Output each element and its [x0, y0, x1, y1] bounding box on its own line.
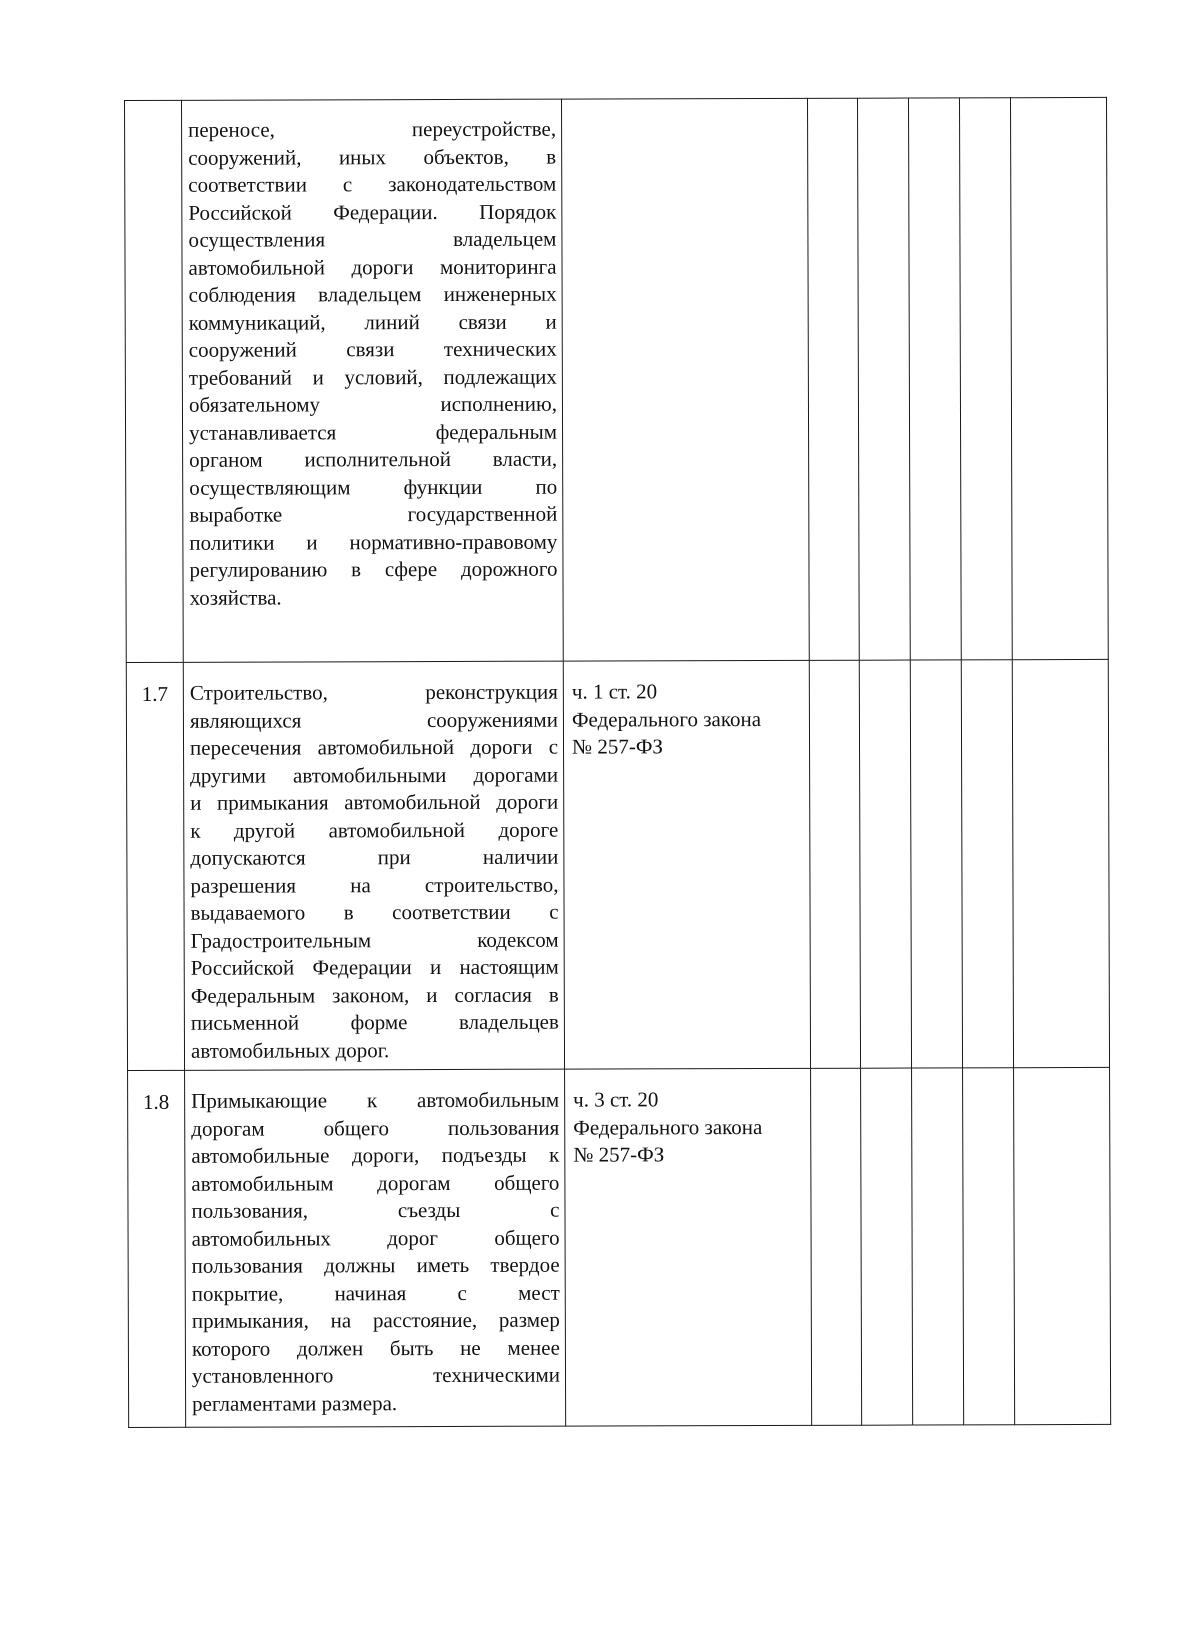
reference-line: Федерального закона: [573, 1114, 763, 1140]
answer-cell-not-applicable: [910, 660, 962, 1068]
answer-cell-no: [857, 98, 910, 660]
reference-cell: [565, 1068, 812, 1426]
requirement-line: переносе, переустройстве,: [188, 116, 557, 142]
requirement-line: устанавливается федеральным: [189, 419, 558, 445]
reference-line: ч. 3 ст. 20: [573, 1087, 659, 1112]
requirement-line: Федеральным законом, и согласия в: [190, 982, 559, 1008]
requirement-line: автомобильной дороги мониторинга: [188, 254, 557, 280]
answer-cell-extra: [961, 660, 1013, 1068]
reference-line: ч. 1 ст. 20: [571, 679, 658, 704]
requirement-line: являющихся сооружениями: [189, 707, 558, 733]
requirement-line: пересечения автомобильной дороги с: [189, 734, 559, 760]
requirement-line: другими автомобильными дорогами: [190, 762, 559, 788]
requirement-line: соблюдения владельцем инженерных: [188, 281, 557, 307]
row-number: 1.8: [142, 1089, 170, 1114]
requirement-line: которого должен быть не менее: [191, 1335, 560, 1361]
requirement-line: выработке государственной: [189, 501, 558, 527]
answer-cell-yes: [807, 98, 859, 660]
requirement-line: осуществления владельцем: [188, 226, 557, 252]
answer-cell-no: [861, 1068, 913, 1425]
requirement-line: Российской Федерации и настоящим: [190, 954, 559, 980]
requirement-text: [190, 679, 559, 1065]
reference-line: Федерального закона: [571, 706, 762, 732]
notes-cell: [1014, 1067, 1111, 1424]
requirement-line: регулированию в сфере дорожного: [189, 556, 558, 582]
requirement-line: Примыкающие к автомобильным: [191, 1087, 560, 1113]
requirement-line: допускаются при наличии: [190, 844, 559, 870]
requirement-line: Градостроительным кодексом: [190, 927, 559, 953]
answer-cell-extra: [963, 1068, 1015, 1425]
notes-cell: [1010, 97, 1108, 659]
requirement-line: к другой автомобильной дороге: [190, 817, 559, 843]
requirement-line: органом исполнительной власти,: [189, 446, 558, 472]
reference-line: № 257-ФЗ: [571, 734, 663, 759]
legal-reference: [570, 116, 803, 117]
row-number-cell: [125, 100, 184, 662]
legal-reference: [572, 678, 805, 761]
requirement-text: [188, 116, 558, 612]
requirement-line: сооружений, иных объектов, в: [188, 144, 557, 170]
requirement-line: автомобильных дорог.: [190, 1037, 390, 1063]
answer-cell-no: [859, 660, 911, 1068]
requirement-line: соответствии с законодательством: [188, 171, 557, 197]
table-row: [128, 1067, 1111, 1427]
requirement-text: [191, 1087, 560, 1418]
requirement-cell: [183, 661, 564, 1070]
requirement-line: примыкания, на расстояние, размер: [191, 1307, 560, 1333]
requirement-line: выдаваемого в соответствии с: [190, 899, 559, 925]
row-number-cell: [126, 662, 184, 1070]
requirement-cell: [182, 99, 564, 662]
requirement-line: установленного техническими: [191, 1362, 561, 1388]
reference-cell: [563, 660, 810, 1069]
requirement-line: сооружений связи технических: [188, 336, 557, 362]
requirement-line: дорогам общего пользования: [191, 1115, 560, 1141]
reference-line: № 257-ФЗ: [573, 1142, 665, 1167]
requirement-cell: [185, 1069, 566, 1427]
requirement-line: Строительство, реконструкция: [189, 679, 558, 705]
requirement-line: коммуникаций, линий связи и: [188, 309, 557, 335]
requirement-line: обязательному исполнению,: [188, 391, 557, 417]
requirement-line: разрешения на строительство,: [190, 872, 559, 898]
requirement-line: требований и условий, подлежащих: [188, 364, 557, 390]
checklist-table: [124, 97, 1111, 1428]
table-row: [125, 97, 1109, 662]
answer-cell-extra: [959, 98, 1012, 660]
table-row: [126, 659, 1109, 1070]
requirement-line: политики и нормативно-правовому: [189, 529, 558, 555]
requirement-line: пользования должны иметь твердое: [191, 1252, 560, 1278]
requirement-line: осуществляющим функции по: [189, 474, 558, 500]
reference-cell: [561, 98, 809, 661]
row-number: 1.7: [141, 681, 169, 706]
row-number-cell: [128, 1070, 186, 1427]
requirement-line: Российской Федерации. Порядок: [188, 199, 557, 225]
legal-reference: [573, 1086, 806, 1169]
requirement-line: регламентами размера.: [192, 1390, 398, 1416]
answer-cell-not-applicable: [908, 98, 961, 660]
answer-cell-not-applicable: [912, 1068, 964, 1425]
requirement-line: пользования, съезды с: [191, 1197, 560, 1223]
answer-cell-yes: [809, 660, 860, 1068]
requirement-line: и примыкания автомобильной дороги: [190, 789, 559, 815]
requirement-line: хозяйства.: [189, 585, 282, 610]
notes-cell: [1012, 659, 1109, 1067]
requirement-line: письменной форме владельцев: [190, 1009, 559, 1035]
requirement-line: автомобильным дорогам общего: [191, 1170, 560, 1196]
requirement-line: автомобильные дороги, подъезды к: [191, 1142, 560, 1168]
answer-cell-yes: [811, 1068, 862, 1425]
requirement-line: автомобильных дорог общего: [191, 1225, 560, 1251]
requirement-line: покрытие, начиная с мест: [191, 1280, 560, 1306]
